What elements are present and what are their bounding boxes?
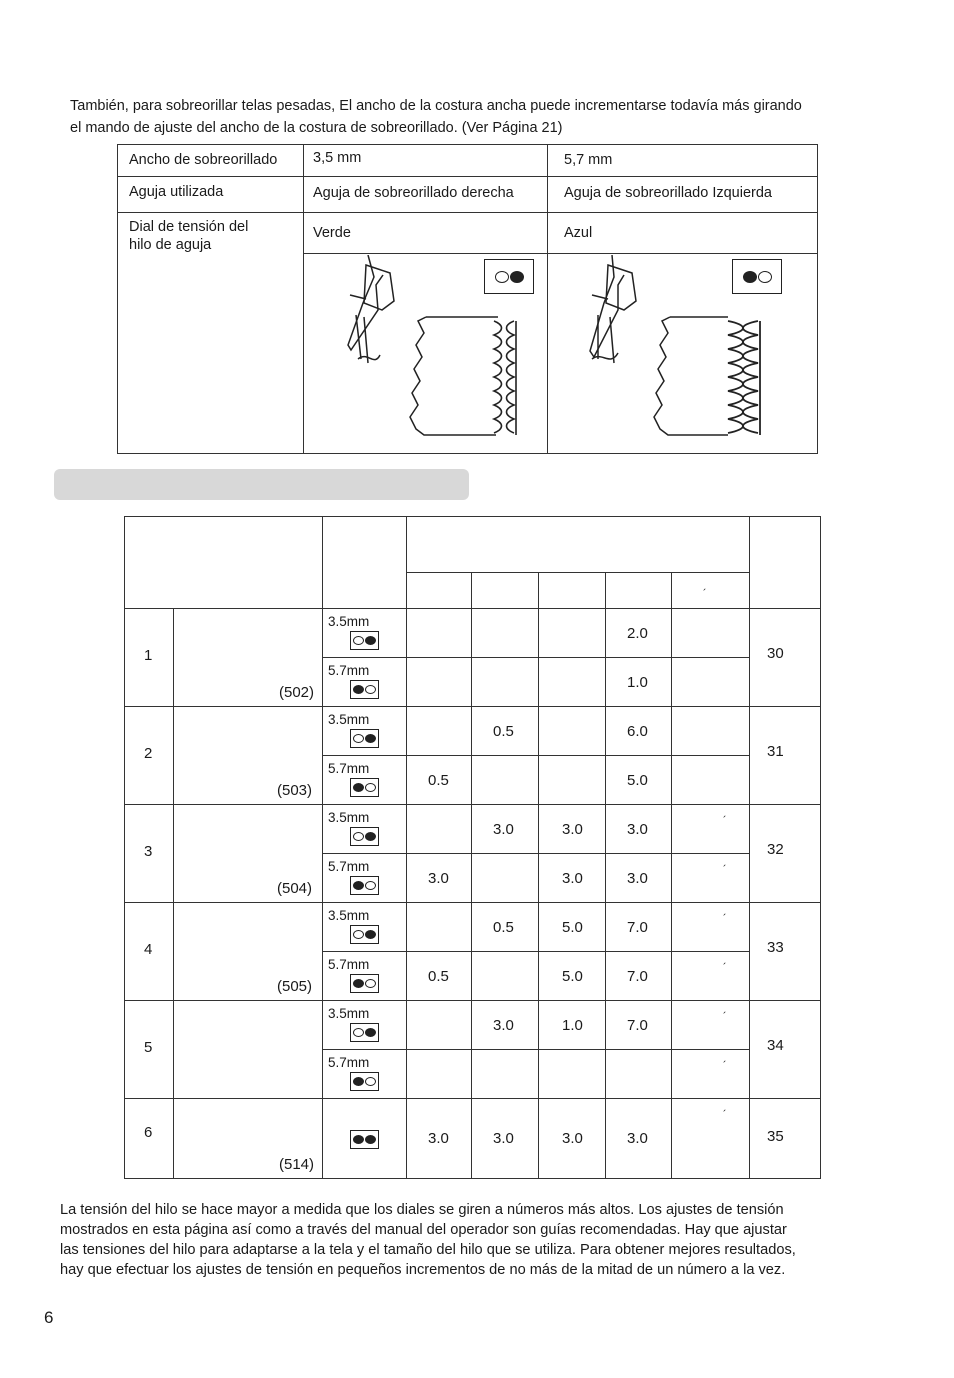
divider: [471, 1098, 472, 1178]
tension-value: 1.0: [627, 673, 648, 691]
needle-dot: [353, 636, 364, 645]
divider: [671, 572, 672, 608]
tension-value: 3.0: [493, 1130, 514, 1147]
divider: [173, 608, 174, 706]
tension-value: 5.0: [562, 918, 583, 936]
needle-left-icon: [350, 778, 379, 797]
pattern-number: 30: [767, 645, 784, 662]
label-needle: Aguja utilizada: [129, 184, 224, 200]
tension-value: 3.0: [428, 869, 449, 887]
tension-value: 3.0: [562, 820, 583, 838]
tension-value: 3.0: [627, 1130, 648, 1147]
label-dial: [129, 218, 248, 254]
tension-value: 0.5: [493, 722, 514, 740]
stitch-code: (505): [277, 978, 313, 995]
label-width: Ancho de sobreorillado: [129, 152, 278, 168]
tick-mark: ´: [703, 588, 707, 600]
intro-line-2: el mando de ajuste del ancho de la costura de sobreorillado. (Ver Página 21): [70, 120, 563, 136]
needle-dot: [353, 832, 364, 841]
stitch-code: (514): [279, 1156, 315, 1173]
needle-dot: [365, 783, 376, 792]
needle-dot: [353, 979, 364, 988]
divider: [173, 1000, 174, 1098]
needle-dot: [353, 930, 364, 939]
divider: [322, 951, 749, 952]
tension-value: 3.0: [493, 820, 514, 838]
needle-left-icon: [732, 259, 782, 294]
needle-dot: [365, 1077, 376, 1086]
needle-left-icon: [350, 1072, 379, 1091]
divider: [538, 572, 539, 608]
seam-width: 5.7mm: [328, 957, 370, 972]
divider: [471, 572, 472, 608]
needle-dot: [353, 881, 364, 890]
seam-width: 5.7mm: [328, 859, 370, 874]
needle-dot: [353, 1135, 364, 1144]
tension-value: 3.0: [562, 1130, 583, 1147]
needle-dot: [365, 979, 376, 988]
row-number: 2: [144, 745, 153, 762]
tension-value: 3.0: [627, 869, 648, 887]
value-dial-right: Azul: [564, 225, 593, 241]
tick-mark: ´: [723, 1011, 727, 1023]
pattern-number: 35: [767, 1128, 784, 1145]
divider: [118, 212, 817, 213]
label-dial-line-2: hilo de aguja: [129, 237, 212, 253]
seam-width: 5.7mm: [328, 761, 370, 776]
stitch-chain-wide: [728, 321, 760, 435]
divider: [406, 1098, 407, 1178]
overlock-width-table: [117, 144, 818, 454]
seam-width: 3.5mm: [328, 614, 370, 629]
intro-paragraph: [70, 95, 890, 139]
divider: [173, 902, 174, 1000]
value-needle-right: Aguja de sobreorillado Izquierda: [564, 185, 772, 201]
tick-mark: ´: [723, 1109, 727, 1121]
divider: [749, 804, 750, 902]
divider: [749, 517, 750, 608]
tension-value: 7.0: [627, 1016, 648, 1034]
needle-dot: [353, 783, 364, 792]
divider: [125, 706, 820, 707]
needle-left-icon: [350, 974, 379, 993]
needle-dot: [365, 734, 376, 743]
divider: [125, 1000, 820, 1001]
needle-dot: [365, 832, 376, 841]
divider: [605, 572, 606, 608]
seam-width: 3.5mm: [328, 1006, 370, 1021]
footer-line-1: La tensión del hilo se hace mayor a medida que los diales se giren a números más altos. Los ajustes de tensión: [60, 1202, 784, 1218]
divider: [173, 804, 174, 902]
seam-width: 3.5mm: [328, 712, 370, 727]
divider: [749, 902, 750, 1000]
tension-value: 7.0: [627, 918, 648, 936]
tension-value: 0.5: [428, 771, 449, 789]
stitch-chain-narrow: [494, 321, 516, 435]
tension-value: 3.0: [493, 1016, 514, 1034]
footer-line-3: las tensiones del hilo para adaptarse a la tela y el tamaño del hilo que se utiliza. Para obtener mejores resultados,: [60, 1242, 796, 1258]
divider: [125, 1098, 820, 1099]
divider: [547, 145, 548, 453]
divider: [749, 608, 750, 706]
value-dial-left: Verde: [313, 225, 351, 241]
tick-mark: ´: [723, 864, 727, 876]
row-number: 3: [144, 843, 153, 860]
needle-dot: [365, 685, 376, 694]
divider: [322, 517, 323, 608]
needle-right-icon: [350, 729, 379, 748]
divider: [125, 902, 820, 903]
two-needles-icon: [350, 1130, 379, 1149]
value-needle-left: Aguja de sobreorillado derecha: [313, 185, 514, 201]
divider: [125, 804, 820, 805]
seam-width: 5.7mm: [328, 1055, 370, 1070]
needle-dot: [365, 1135, 376, 1144]
needle-left-icon: [350, 876, 379, 895]
tick-mark: ´: [723, 815, 727, 827]
tension-value: 1.0: [562, 1016, 583, 1034]
needle-right-icon: [350, 827, 379, 846]
divider: [749, 1098, 750, 1178]
value-width-left: 3,5 mm: [313, 150, 362, 166]
divider: [173, 706, 174, 804]
needle-right-icon: [350, 925, 379, 944]
needle-dot: [365, 1028, 376, 1037]
needle-right-icon: [350, 1023, 379, 1042]
seam-width: 3.5mm: [328, 810, 370, 825]
tension-note-paragraph: [60, 1200, 910, 1280]
pattern-number: 32: [767, 841, 784, 858]
pattern-number: 31: [767, 743, 784, 760]
divider: [303, 253, 817, 254]
divider: [322, 1098, 323, 1178]
value-width-right: 5,7 mm: [564, 152, 613, 168]
tension-value: 7.0: [627, 967, 648, 985]
seam-width: 3.5mm: [328, 908, 370, 923]
stitch-code: (502): [279, 684, 315, 701]
divider: [322, 755, 749, 756]
divider: [322, 1049, 749, 1050]
tension-value: 5.0: [627, 771, 648, 789]
tick-mark: ´: [723, 913, 727, 925]
section-header-bar: [54, 469, 469, 500]
divider: [538, 1098, 539, 1178]
row-number: 4: [144, 941, 153, 958]
divider: [605, 1098, 606, 1178]
row-number: 1: [144, 647, 153, 664]
tension-value: 0.5: [493, 918, 514, 936]
divider: [406, 517, 407, 608]
tension-value: 3.0: [562, 869, 583, 887]
footer-line-2: mostrados en esta página así como a través del manual del operador son guías recomendadas. Hay que ajustar: [60, 1222, 787, 1238]
tension-value: 3.0: [428, 1130, 449, 1147]
pattern-number: 34: [767, 1037, 784, 1054]
needle-dot: [353, 734, 364, 743]
tension-value: 3.0: [627, 820, 648, 838]
needle-dot: [353, 1077, 364, 1086]
needle-left-icon: [350, 680, 379, 699]
divider: [406, 572, 749, 573]
divider: [125, 608, 820, 609]
divider: [118, 176, 817, 177]
row-number: 5: [144, 1039, 153, 1056]
divider: [749, 1000, 750, 1098]
tension-settings-table: [124, 516, 821, 1179]
divider: [303, 145, 304, 453]
needle-dot: [365, 930, 376, 939]
tension-value: 0.5: [428, 967, 449, 985]
needle-dot: [365, 636, 376, 645]
divider: [173, 1098, 174, 1178]
needle-dot: [353, 1028, 364, 1037]
row-number: 6: [144, 1124, 153, 1141]
needle-dot: [365, 881, 376, 890]
needle-right-icon: [350, 631, 379, 650]
needle-dot: [353, 685, 364, 694]
stitch-code: (504): [277, 880, 313, 897]
tension-value: 6.0: [627, 722, 648, 740]
label-dial-line-1: Dial de tensión del: [129, 219, 249, 235]
tension-value: 5.0: [562, 967, 583, 985]
tick-mark: ´: [723, 1060, 727, 1072]
tick-mark: ´: [723, 962, 727, 974]
divider: [322, 853, 749, 854]
divider: [322, 657, 749, 658]
seam-width: 5.7mm: [328, 663, 370, 678]
pattern-number: 33: [767, 939, 784, 956]
stitch-code: (503): [277, 782, 313, 799]
intro-line-1: También, para sobreorillar telas pesadas, El ancho de la costura ancha puede incrementarse todavía más girando: [70, 98, 802, 114]
needle-right-icon: [484, 259, 534, 294]
divider: [749, 706, 750, 804]
tension-value: 2.0: [627, 624, 648, 642]
footer-line-4: hay que efectuar los ajustes de tensión en pequeños incrementos de no más de la mitad de un número a la vez.: [60, 1262, 786, 1278]
page-number: 6: [44, 1308, 54, 1327]
divider: [671, 1098, 672, 1178]
